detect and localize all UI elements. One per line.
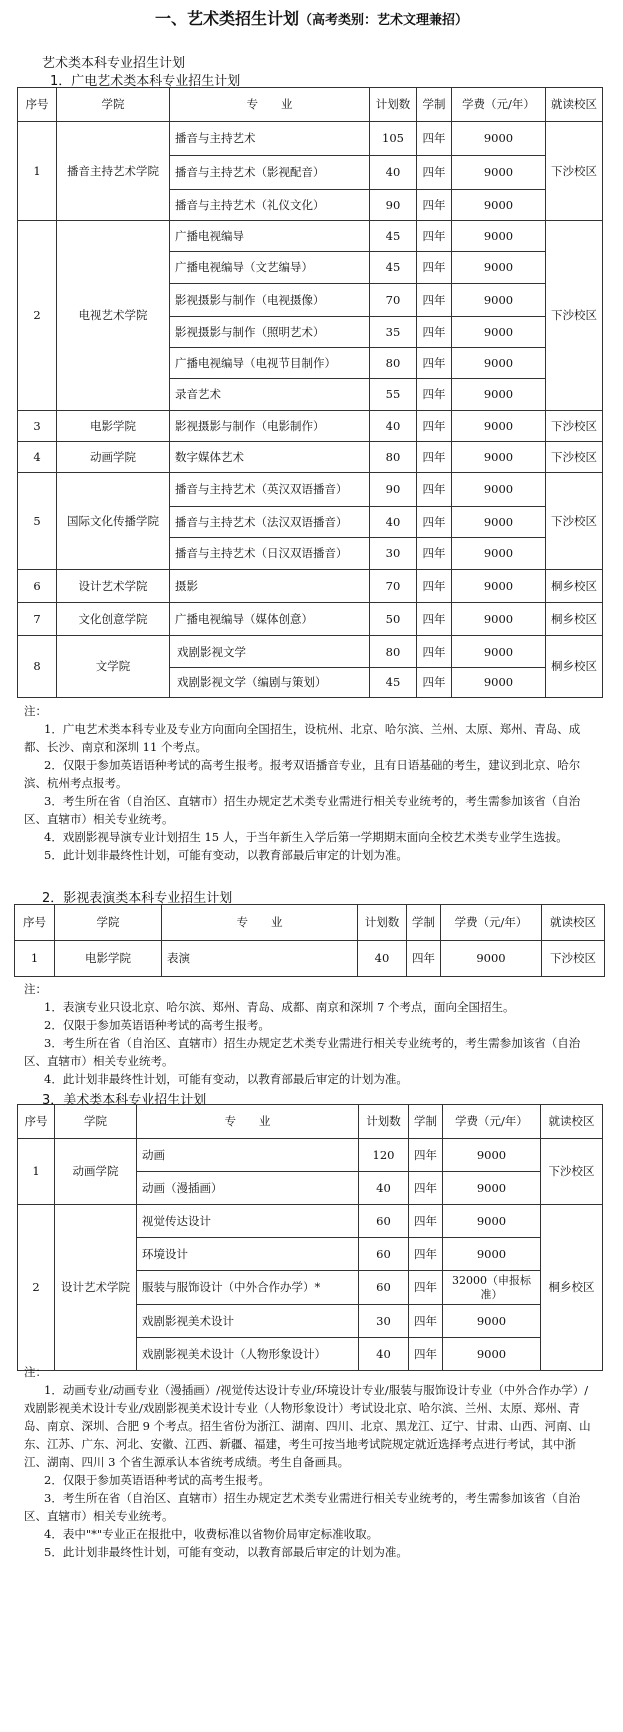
major-cell: 广播电视编导（电视节目制作） [170,348,370,379]
seq-cell: 3 [18,411,57,442]
note-item: 5．此计划非最终性计划，可能有变动，以教育部最后审定的计划为准。 [44,848,408,862]
table2-header-major: 专 业 [162,905,358,941]
table-row [18,442,603,473]
note-item: 2．仅限于参加英语语种考试的高考生报考。 [44,1473,270,1487]
years-cell: 四年 [407,941,441,977]
major-cell: 戏剧影视美术设计（人物形象设计） [137,1338,359,1371]
count-cell: 90 [370,473,417,507]
table3-header-count: 计划数 [359,1105,409,1139]
count-cell: 55 [370,379,417,411]
fee-cell: 9000 [443,1172,541,1205]
table1 [17,87,603,698]
table-row [15,941,605,977]
table3-header-row [18,1105,603,1139]
campus-cell: 下沙校区 [546,473,603,570]
fee-cell: 9000 [443,1338,541,1371]
seq-cell: 5 [18,473,57,570]
fee-cell: 9000 [443,1205,541,1238]
college-cell: 动画学院 [55,1139,137,1205]
major-cell: 播音与主持艺术（日汉双语播音） [170,538,370,570]
years-value: 四年 [422,644,446,659]
count-cell: 30 [359,1305,409,1338]
page-title [0,6,623,29]
main-title-text: 一、艺术类招生计划 [154,9,299,28]
campus-cell: 桐乡校区 [546,603,603,636]
count-cell: 40 [359,1338,409,1371]
major-cell: 戏剧影视美术设计 [137,1305,359,1338]
fee-cell: 9000 [452,473,546,507]
campus-cell: 桐乡校区 [541,1205,603,1371]
major-cell: 播音与主持艺术（影视配音） [170,156,370,190]
years-cell [417,636,452,698]
fee-cell: 9000 [452,317,546,348]
count-cell: 60 [359,1205,409,1238]
note-item: 4．表中"*"专业正在报批中，收费标准以省物价局审定标准收取。 [44,1527,379,1541]
table3-notes [24,1363,596,1561]
count-cell: 90 [370,190,417,221]
fee-cell: 9000 [452,442,546,473]
count-cell: 60 [359,1271,409,1305]
table1-header-count: 计划数 [370,88,417,122]
table2-notes [24,980,596,1088]
table2-header-college: 学院 [55,905,162,941]
count-cell: 70 [370,284,417,317]
count-value: 80 [385,644,401,659]
fee-cell: 9000 [452,570,546,603]
cell-divider [452,667,545,668]
note-item: 4．戏剧影视导演专业计划招生 15 人，于当年新生入学后第一学期期末面向全校艺术类专业学生选拔。 [44,830,568,844]
fee-cell: 9000 [452,507,546,538]
fee-cell: 9000 [441,941,542,977]
note-item: 2．仅限于参加英语语种考试的高考生报考。报考双语播音专业，且有日语基础的考生，建议到北京、哈尔滨、杭州考点报考。 [24,758,581,790]
table1-header-major: 专 业 [170,88,370,122]
fee-cell: 9000 [452,284,546,317]
seq-cell: 6 [18,570,57,603]
table3-header-seq: 序号 [18,1105,55,1139]
seq-cell: 1 [18,1139,55,1205]
notes-label: 注： [24,704,47,718]
years-cell: 四年 [417,190,452,221]
fee-cell: 9000 [452,348,546,379]
years-cell: 四年 [417,507,452,538]
table1-header-campus: 就读校区 [546,88,603,122]
fee-cell: 9000 [443,1139,541,1172]
major-cell: 播音与主持艺术 [170,122,370,156]
count-cell: 45 [370,252,417,284]
count-cell: 40 [370,507,417,538]
count-cell: 40 [358,941,407,977]
table1-header-seq: 序号 [18,88,57,122]
college-cell: 文化创意学院 [57,603,170,636]
fee-cell: 9000 [452,411,546,442]
major-cell: 录音艺术 [170,379,370,411]
count-cell: 70 [370,570,417,603]
fee-value: 9000 [483,674,514,689]
main-title-sub: （高考类别：艺术文理兼招） [299,13,469,28]
seq-cell: 7 [18,603,57,636]
seq-cell: 2 [18,1205,55,1371]
table-row [18,1205,603,1238]
fee-value: 9000 [483,644,514,659]
years-cell: 四年 [409,1271,443,1305]
count-cell: 80 [370,442,417,473]
table-row [18,411,603,442]
count-cell: 80 [370,348,417,379]
fee-cell: 9000 [452,190,546,221]
seq-cell: 8 [18,636,57,698]
campus-cell: 下沙校区 [542,941,605,977]
fee-cell: 9000 [452,538,546,570]
major-cell: 视觉传达设计 [137,1205,359,1238]
seq-cell: 1 [18,122,57,221]
major-cell: 播音与主持艺术（法汉双语播音） [170,507,370,538]
table3-header-college: 学院 [55,1105,137,1139]
seq-cell: 4 [18,442,57,473]
count-cell: 30 [370,538,417,570]
count-cell [370,636,417,698]
count-cell: 60 [359,1238,409,1271]
table3-header-fee: 学费（元/年） [443,1105,541,1139]
count-cell: 45 [370,221,417,252]
note-item: 3．考生所在省（自治区、直辖市）招生办规定艺术类专业需进行相关专业统考的，考生需参加该省（自治区、直辖市）相关专业统考。 [24,1491,581,1523]
fee-cell: 9000 [452,379,546,411]
years-cell: 四年 [417,348,452,379]
fee-cell: 9000 [452,122,546,156]
note-item: 1．表演专业只设北京、哈尔滨、郑州、青岛、成都、南京和深圳 7 个考点，面向全国招生。 [44,1000,515,1014]
major-cell: 影视摄影与制作（电影制作） [170,411,370,442]
campus-cell: 下沙校区 [546,442,603,473]
major-value: 戏剧影视文学 [177,644,246,659]
major-cell: 播音与主持艺术（英汉双语播音） [170,473,370,507]
years-cell: 四年 [409,1238,443,1271]
note-item: 2．仅限于参加英语语种考试的高考生报考。 [44,1018,270,1032]
table1-header-row [18,88,603,122]
years-cell: 四年 [417,473,452,507]
years-cell: 四年 [417,570,452,603]
college-cell: 播音主持艺术学院 [57,122,170,221]
note-item: 1．广电艺术类本科专业及专业方向面向全国招生，设杭州、北京、哈尔滨、兰州、太原、郑州、青岛、成都、长沙、南京和深圳 11 个考点。 [24,722,581,754]
years-cell: 四年 [417,411,452,442]
note-item: 5．此计划非最终性计划，可能有变动，以教育部最后审定的计划为准。 [44,1545,408,1559]
notes-label: 注： [24,1365,47,1379]
college-cell: 设计艺术学院 [57,570,170,603]
years-cell: 四年 [417,379,452,411]
seq-cell: 2 [18,221,57,411]
years-cell: 四年 [409,1205,443,1238]
table3 [17,1104,603,1371]
college-cell: 电影学院 [57,411,170,442]
table2-header-campus: 就读校区 [542,905,605,941]
table2-header-row [15,905,605,941]
years-cell: 四年 [417,252,452,284]
table-row [18,1139,603,1172]
major-cell: 服装与服饰设计（中外合作办学）* [137,1271,359,1305]
note-item: 4．此计划非最终性计划，可能有变动，以教育部最后审定的计划为准。 [44,1072,408,1086]
college-cell: 电视艺术学院 [57,221,170,411]
fee-cell: 9000 [443,1238,541,1271]
years-cell: 四年 [409,1305,443,1338]
notes-label: 注： [24,982,47,996]
years-cell: 四年 [417,122,452,156]
years-cell: 四年 [417,603,452,636]
major-cell: 广播电视编导 [170,221,370,252]
major-cell: 动画（漫插画） [137,1172,359,1205]
campus-cell: 桐乡校区 [546,636,603,698]
college-cell: 电影学院 [55,941,162,977]
count-cell: 105 [370,122,417,156]
years-cell: 四年 [417,221,452,252]
count-cell: 40 [359,1172,409,1205]
table-row [18,473,603,507]
years-value: 四年 [422,674,446,689]
table3-header-years: 学制 [409,1105,443,1139]
cell-divider [370,667,416,668]
fee-cell: 9000 [452,221,546,252]
table2-heading: 2．影视表演类本科专业招生计划 [42,891,233,906]
count-cell: 35 [370,317,417,348]
note-item: 3．考生所在省（自治区、直辖市）招生办规定艺术类专业需进行相关专业统考的，考生需参加该省（自治区、直辖市）相关专业统考。 [24,1036,581,1068]
count-value: 45 [385,674,401,689]
fee-cell [452,636,546,698]
major-cell: 广播电视编导（文艺编导） [170,252,370,284]
major-cell: 影视摄影与制作（电视摄像） [170,284,370,317]
note-item: 1．动画专业/动画专业（漫插画）/视觉传达设计专业/环境设计专业/服装与服饰设计专业（中外合作办学）/戏剧影视美术设计专业/戏剧影视美术设计专业（人物形象设计）考试设北京、哈尔滨、兰州、太原、郑州、青岛、南京、深圳、合肥 9 个考点。招生省份为浙江、湖南、四川、北京、黑龙江、辽宁、甘肃、山西、河南、山东、江苏、广东、河北、安徽、江西、新疆、福建，考生可按当地考试院规定就近选择考点进行考试，其中浙江、湖南、四川 3 个省生源承认本省统考成绩。考生自备画具。 [24,1383,591,1469]
campus-cell: 下沙校区 [541,1139,603,1205]
campus-cell: 下沙校区 [546,122,603,221]
college-cell: 动画学院 [57,442,170,473]
major-cell: 摄影 [170,570,370,603]
years-cell: 四年 [409,1338,443,1371]
cell-divider [417,667,451,668]
count-cell: 50 [370,603,417,636]
major-cell: 数字媒体艺术 [170,442,370,473]
college-cell: 文学院 [57,636,170,698]
major-cell: 影视摄影与制作（照明艺术） [170,317,370,348]
cell-divider [170,667,369,668]
note-item: 3．考生所在省（自治区、直辖市）招生办规定艺术类专业需进行相关专业统考的，考生需参加该省（自治区、直辖市）相关专业统考。 [24,794,581,826]
table2-header-seq: 序号 [15,905,55,941]
count-cell: 120 [359,1139,409,1172]
table1-header-fee: 学费（元/年） [452,88,546,122]
major-cell: 动画 [137,1139,359,1172]
table1-header-years: 学制 [417,88,452,122]
fee-cell: 9000 [443,1305,541,1338]
years-cell: 四年 [409,1139,443,1172]
major-cell: 环境设计 [137,1238,359,1271]
table-row [18,122,603,156]
table-row [18,636,603,698]
table2-header-fee: 学费（元/年） [441,905,542,941]
table2-header-years: 学制 [407,905,441,941]
campus-cell: 桐乡校区 [546,570,603,603]
campus-cell: 下沙校区 [546,411,603,442]
major-cell [170,636,370,698]
table1-header-college: 学院 [57,88,170,122]
major-cell: 播音与主持艺术（礼仪文化） [170,190,370,221]
table-row [18,570,603,603]
college-cell: 国际文化传播学院 [57,473,170,570]
college-cell: 设计艺术学院 [55,1205,137,1371]
major-cell: 表演 [162,941,358,977]
count-cell: 40 [370,156,417,190]
table-row [18,221,603,252]
table3-header-major: 专 业 [137,1105,359,1139]
years-cell: 四年 [417,284,452,317]
table3-heading: 3．美术类本科专业招生计划 [42,1093,207,1108]
seq-cell: 1 [15,941,55,977]
major-cell: 广播电视编导（媒体创意） [170,603,370,636]
fee-cell: 9000 [452,156,546,190]
table-row [18,603,603,636]
years-cell: 四年 [417,538,452,570]
count-cell: 40 [370,411,417,442]
campus-cell: 下沙校区 [546,221,603,411]
years-cell: 四年 [409,1172,443,1205]
years-cell: 四年 [417,317,452,348]
table2-header-count: 计划数 [358,905,407,941]
section-heading: 艺术类本科专业招生计划 [42,56,186,71]
table3-header-campus: 就读校区 [541,1105,603,1139]
table1-heading: 1．广电艺术类本科专业招生计划 [50,74,241,89]
major-value: 戏剧影视文学（编剧与策划） [177,674,327,689]
fee-cell: 32000（申报标准） [443,1271,541,1305]
years-cell: 四年 [417,156,452,190]
table2 [14,904,605,977]
years-cell: 四年 [417,442,452,473]
table1-notes [24,702,596,864]
fee-cell: 9000 [452,603,546,636]
fee-cell: 9000 [452,252,546,284]
